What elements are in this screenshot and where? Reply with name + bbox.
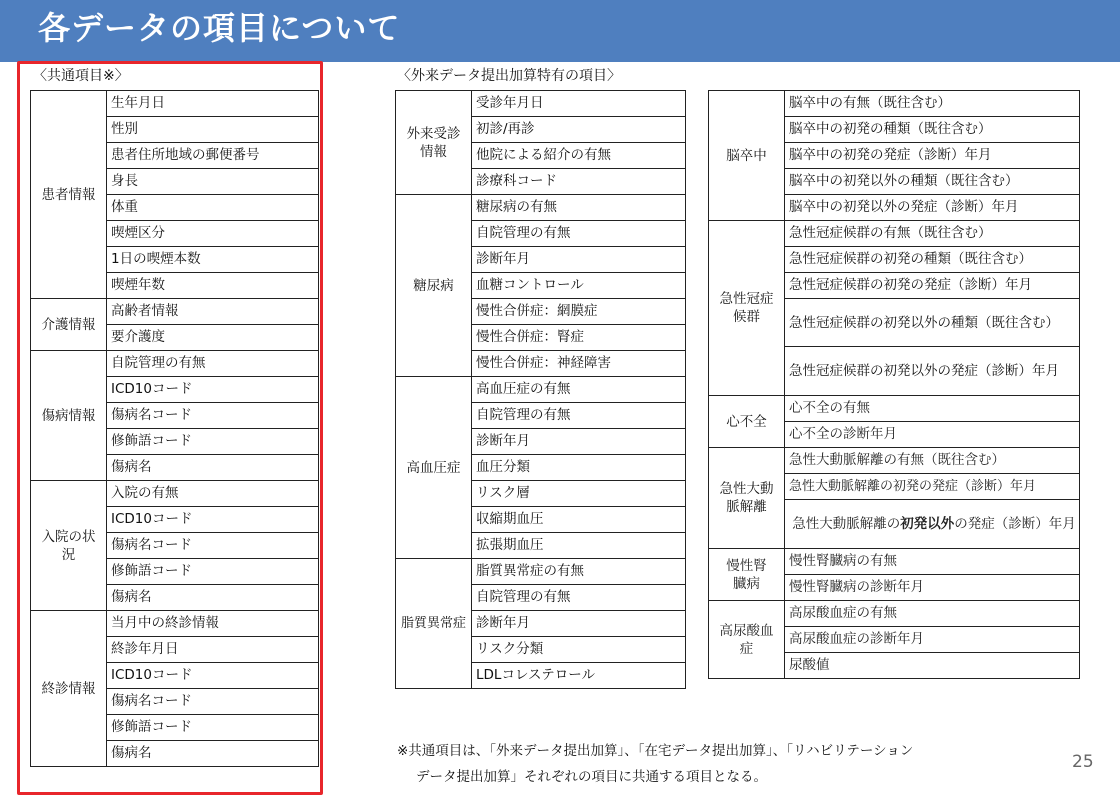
- item-cell: 入院の有無: [107, 481, 319, 507]
- group-hyperuricemia: 高尿酸血症: [709, 601, 785, 679]
- item-cell: 傷病名: [107, 741, 319, 767]
- item-cell: 生年月日: [107, 91, 319, 117]
- item-text: 急性大動脈解離の: [792, 516, 901, 532]
- item-cell: 心不全の有無: [785, 396, 1080, 422]
- item-cell: 喫煙年数: [107, 273, 319, 299]
- item-cell: 受診年月日: [472, 91, 686, 117]
- item-cell: 高齢者情報: [107, 299, 319, 325]
- item-cell: 性別: [107, 117, 319, 143]
- page-number: 25: [1072, 752, 1094, 772]
- footnote: [397, 738, 913, 790]
- item-cell: 急性冠症候群の初発以外の発症（診断）年月: [785, 347, 1080, 396]
- item-cell: 高尿酸血症の診断年月: [785, 627, 1080, 653]
- group-diabetes: 糖尿病: [396, 195, 472, 377]
- item-cell: 自院管理の有無: [472, 403, 686, 429]
- item-cell: 傷病名コード: [107, 689, 319, 715]
- item-cell: 心不全の診断年月: [785, 422, 1080, 448]
- item-cell: 喫煙区分: [107, 221, 319, 247]
- item-cell: 身長: [107, 169, 319, 195]
- outpatient-items-table: [395, 90, 686, 689]
- item-cell: 高血圧症の有無: [472, 377, 686, 403]
- item-cell: 収縮期血圧: [472, 507, 686, 533]
- item-cell: 患者住所地域の郵便番号: [107, 143, 319, 169]
- item-cell: 脳卒中の初発の種類（既往含む）: [785, 117, 1080, 143]
- item-cell: 拡張期血圧: [472, 533, 686, 559]
- group-hypertension: 高血圧症: [396, 377, 472, 559]
- item-cell: 体重: [107, 195, 319, 221]
- item-cell: 慢性腎臓病の有無: [785, 549, 1080, 575]
- item-cell: ICD10コード: [107, 377, 319, 403]
- item-cell: 診断年月: [472, 247, 686, 273]
- item-cell: ICD10コード: [107, 507, 319, 533]
- item-cell: 脳卒中の初発以外の種類（既往含む）: [785, 169, 1080, 195]
- item-cell: 傷病名コード: [107, 533, 319, 559]
- item-cell: 血糖コントロール: [472, 273, 686, 299]
- item-cell: 急性冠症候群の初発の発症（診断）年月: [785, 273, 1080, 299]
- emphasis-text: 初発以外: [900, 516, 955, 532]
- item-cell: 急性冠症候群の初発の種類（既往含む）: [785, 247, 1080, 273]
- item-cell: ICD10コード: [107, 663, 319, 689]
- item-cell: 脳卒中の初発の発症（診断）年月: [785, 143, 1080, 169]
- outpatient-items-label: 〈外来データ提出加算特有の項目〉: [397, 68, 621, 84]
- group-acute-coronary-syndrome: 急性冠症候群: [709, 221, 785, 396]
- item-cell: 自院管理の有無: [472, 585, 686, 611]
- item-cell: 慢性合併症：神経障害: [472, 351, 686, 377]
- item-cell: 診断年月: [472, 611, 686, 637]
- item-cell: 傷病名: [107, 585, 319, 611]
- item-cell: LDLコレステロール: [472, 663, 686, 689]
- disease-items-table: [708, 90, 1080, 679]
- group-dyslipidemia: 脂質異常症: [396, 559, 472, 689]
- item-cell: リスク層: [472, 481, 686, 507]
- group-chronic-kidney-disease: 慢性腎臓病: [709, 549, 785, 601]
- item-cell: 傷病名: [107, 455, 319, 481]
- footnote-line-2: データ提出加算」それぞれの項目に共通する項目となる。: [416, 769, 767, 785]
- item-cell: 脳卒中の有無（既往含む）: [785, 91, 1080, 117]
- group-heart-failure: 心不全: [709, 396, 785, 448]
- item-cell: 脳卒中の初発以外の発症（診断）年月: [785, 195, 1080, 221]
- item-cell: リスク分類: [472, 637, 686, 663]
- item-cell: 診療科コード: [472, 169, 686, 195]
- item-cell: 1日の喫煙本数: [107, 247, 319, 273]
- item-cell: 傷病名コード: [107, 403, 319, 429]
- group-admission-status: 入院の状況: [31, 481, 107, 611]
- item-cell: 自院管理の有無: [107, 351, 319, 377]
- item-cell: 修飾語コード: [107, 429, 319, 455]
- item-cell: 急性冠症候群の初発以外の種類（既往含む）: [785, 299, 1080, 347]
- group-disease-info: 傷病情報: [31, 351, 107, 481]
- table-row: [31, 91, 319, 117]
- item-cell: 急性冠症候群の有無（既往含む）: [785, 221, 1080, 247]
- item-cell: 尿酸値: [785, 653, 1080, 679]
- item-cell: 血圧分類: [472, 455, 686, 481]
- item-cell: 慢性腎臓病の診断年月: [785, 575, 1080, 601]
- group-stroke: 脳卒中: [709, 91, 785, 221]
- item-cell: 診断年月: [472, 429, 686, 455]
- item-cell: 慢性合併症：腎症: [472, 325, 686, 351]
- group-care-info: 介護情報: [31, 299, 107, 351]
- common-items-table: [30, 90, 319, 767]
- group-acute-aortic-dissection: 急性大動脈解離: [709, 448, 785, 549]
- group-patient-info: 患者情報: [31, 91, 107, 299]
- page-title: 各データの項目について: [38, 9, 401, 47]
- item-cell: 他院による紹介の有無: [472, 143, 686, 169]
- item-cell: 当月中の終診情報: [107, 611, 319, 637]
- item-cell: 終診年月日: [107, 637, 319, 663]
- item-cell: 修飾語コード: [107, 559, 319, 585]
- item-cell: 要介護度: [107, 325, 319, 351]
- item-cell: 急性大動脈解離の初発の発症（診断）年月: [785, 474, 1080, 500]
- item-cell: 初診/再診: [472, 117, 686, 143]
- footnote-line-1: ※共通項目は、「外来データ提出加算」、「在宅データ提出加算」、「リハビリテーション: [397, 743, 914, 759]
- item-cell: 慢性合併症：網膜症: [472, 299, 686, 325]
- group-outpatient-visit: 外来受診情報: [396, 91, 472, 195]
- item-cell: 高尿酸血症の有無: [785, 601, 1080, 627]
- group-discharge-info: 終診情報: [31, 611, 107, 767]
- item-cell: 修飾語コード: [107, 715, 319, 741]
- item-text: の発症（診断）年月: [954, 516, 1076, 532]
- common-items-label: 〈共通項目※〉: [33, 68, 129, 84]
- item-cell: 脂質異常症の有無: [472, 559, 686, 585]
- item-cell: [785, 500, 1080, 549]
- item-cell: 糖尿病の有無: [472, 195, 686, 221]
- item-cell: 自院管理の有無: [472, 221, 686, 247]
- header-bar: [0, 0, 1120, 62]
- item-cell: 急性大動脈解離の有無（既往含む）: [785, 448, 1080, 474]
